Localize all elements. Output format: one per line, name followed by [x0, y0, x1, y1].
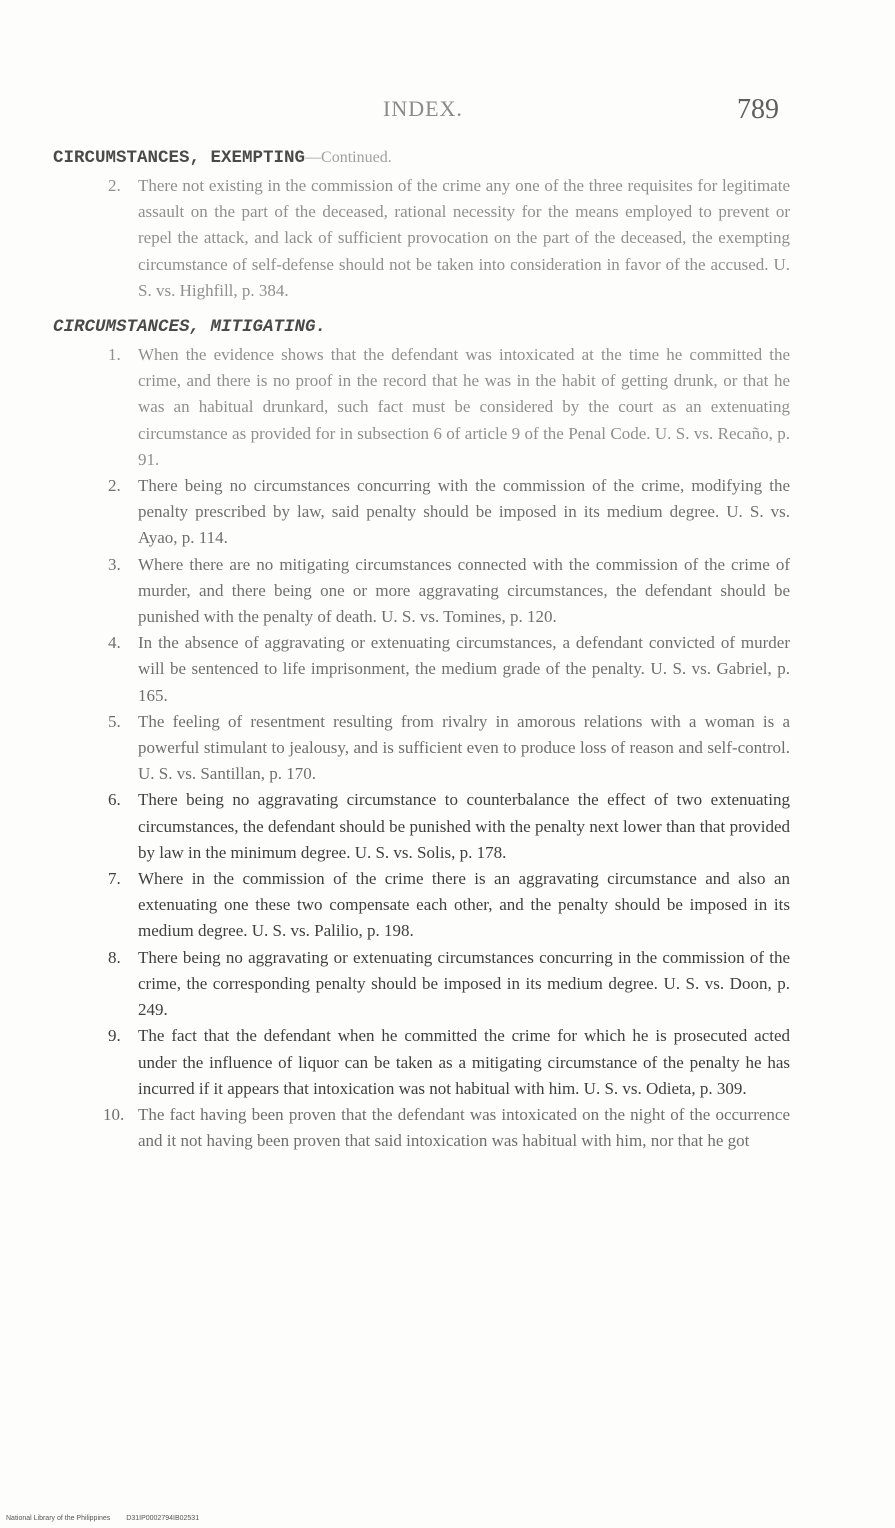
entry-text: Where there are no mitigating circumstances connected with the commission of the crime of murder, and there being one or more aggravating circumstances, the defendant should be punished with the penalty of death. U. S. vs. Tomines, p. 120. [138, 554, 790, 627]
index-entry [0, 945, 790, 1024]
entry-text: The fact having been proven that the defendant was intoxicated on the night of the occurrence and it not having been proven that said intoxication was habitual with him, nor that he got [138, 1104, 790, 1151]
scan-code: D31IP0002794IB02531 [126, 1515, 200, 1522]
entry-text: There not existing in the commission of the crime any one of the three requisites for legitimate assault on the part of the deceased, rational necessity for the means employed to prevent or repel the attack, and lack of sufficient provocation on the part of the deceased, the exempting circumstance of self-defense should not be taken into consideration in favor of the accused. U. S. vs. Highfill, p. 384. [138, 176, 790, 300]
entry-number: 9. [108, 1026, 121, 1046]
index-entry [0, 709, 790, 788]
entry-number: 2. [108, 476, 121, 496]
library-credit: National Library of the Philippines [6, 1515, 111, 1522]
entry-text: When the evidence shows that the defendant was intoxicated at the time he committed the crime, and there is no proof in the record that he was in the habit of getting drunk, or that he was an habitual drunkard, such fact must be considered by the court as an extenuating circumstance as provided for in subsection 6 of article 9 of the Penal Code. U. S. vs. Recaño, p. 91. [138, 345, 790, 469]
scan-footer [6, 1515, 199, 1522]
entry-number: 5. [108, 711, 121, 731]
running-title: INDEX. [383, 96, 463, 121]
entry-number: 4. [108, 633, 121, 653]
index-entry [0, 342, 790, 473]
index-entry [0, 630, 790, 709]
entry-number: 2. [108, 176, 121, 195]
entry-text: In the absence of aggravating or extenuating circumstances, a defendant convicted of murder will be sentenced to life imprisonment, the medium grade of the penalty. U. S. vs. Gabriel, p. 165. [138, 633, 790, 705]
index-entry [0, 866, 790, 945]
entry-number: 8. [108, 947, 121, 967]
index-entry [0, 1023, 790, 1102]
index-entry [0, 552, 790, 631]
entry-number: 3. [108, 554, 121, 574]
entry-number: 1. [108, 345, 121, 365]
section-title: CIRCUMSTANCES, EXEMPTING [53, 148, 306, 168]
entry-text: There being no aggravating circumstance to counterbalance the effect of two extenuating circumstances, the defendant should be punished with the penalty next lower than that provided by law in the minimum degree. U. S. vs. Solis, p. 178. [138, 790, 790, 862]
index-entry [0, 473, 790, 552]
entry-number: 6. [108, 790, 121, 810]
index-entry [0, 787, 790, 866]
index-entry [0, 1102, 790, 1154]
entry-text: There being no aggravating or extenuating circumstances concurring in the commission of the crime, the corresponding penalty should be imposed in its medium degree. U. S. vs. Doon, p. 249. [138, 947, 790, 1020]
entry-number: 10. [103, 1104, 125, 1124]
entry-text: Where in the commission of the crime there is an aggravating circumstance and also an extenuating one these two compensate each other, and the penalty should be imposed in its medium degree. U. S. vs. Palilio, p. 198. [138, 869, 790, 941]
entry-text: The fact that the defendant when he committed the crime for which he is prosecuted acted under the influence of liquor can be taken as a mitigating circumstance of the penalty he has incurred if it appears that intoxication was not habitual with him. U. S. vs. Odieta, p. 309. [138, 1026, 790, 1098]
continued-label: —Continued. [305, 149, 392, 166]
entry-text: There being no circumstances concurring with the commission of the crime, modifying the penalty prescribed by law, said penalty should be imposed in its medium degree. U. S. vs. Ayao, p. 114. [138, 476, 790, 548]
section-heading-mitigating [53, 312, 895, 342]
section-heading-exempting [53, 143, 895, 173]
section-title: CIRCUMSTANCES, MITIGATING. [53, 317, 327, 338]
index-entry [0, 173, 790, 304]
running-head [0, 92, 895, 128]
page-number: 789 [737, 94, 779, 125]
index-content [0, 143, 895, 1154]
entry-number: 7. [108, 869, 121, 889]
entry-text: The feeling of resentment resulting from rivalry in amorous relations with a woman is a powerful stimulant to jealousy, and is sufficient even to produce loss of reason and self-control. U. S. vs. Santillan, p. 170. [138, 711, 790, 784]
